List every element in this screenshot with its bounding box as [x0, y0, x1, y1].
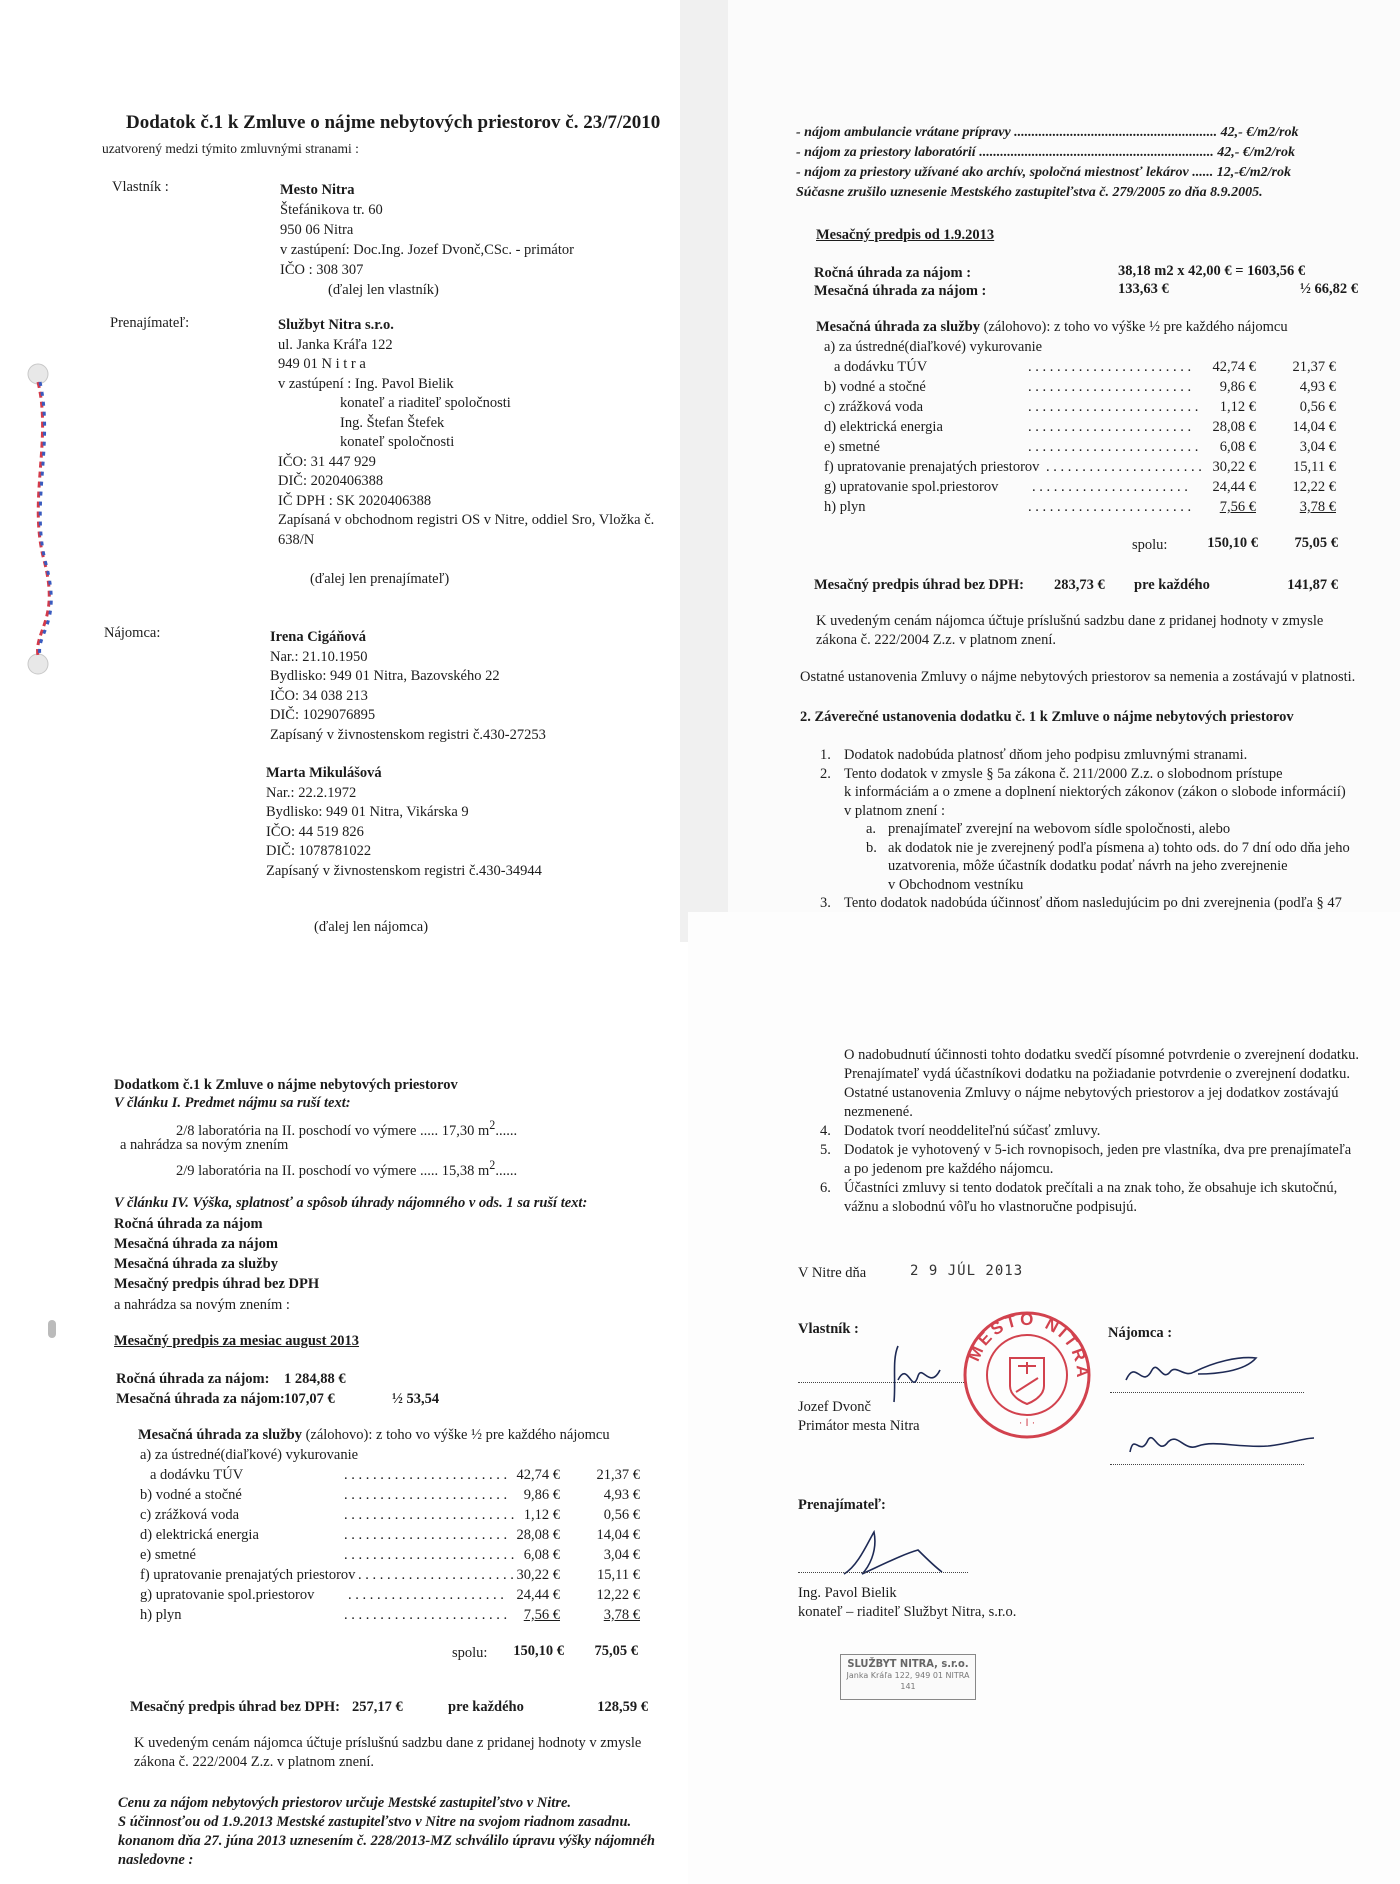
page-title: Dodatok č.1 k Zmluve o nájme nebytových priestorov č. 23/7/2010	[126, 112, 661, 133]
item-number: 2.	[820, 765, 831, 782]
service-half: 0,56 €	[1299, 399, 1336, 415]
vlastnik-role: Primátor mesta Nitra	[798, 1418, 920, 1434]
service-half: 3,78 €	[1299, 499, 1336, 515]
section-heading: Mesačný predpis od 1.9.2013	[816, 227, 995, 243]
rocna-value: 1 284,88 €	[284, 1371, 346, 1387]
italic-line: S účinnosťou od 1.9.2013 Mestské zastupiteľstvo v Nitre na svojom riadnom zasadnu.	[118, 1814, 632, 1830]
old-item-text: 2/8 laboratória na II. poschodí vo výmere ..... 17,30 m	[176, 1122, 490, 1139]
prenajimatel-id: IČO: 31 447 929	[278, 453, 376, 470]
page-gutter	[680, 0, 728, 942]
services-head	[138, 1426, 610, 1444]
stamp-line: Janka Kráľa 122, 949 01 NITRA	[846, 1671, 970, 1680]
service-value: 9,86 €	[523, 1487, 560, 1503]
service-label: h) plyn	[140, 1607, 182, 1623]
item-number: a.	[866, 821, 877, 837]
item-line: uzatvorenia, môže účastník dodatku podať návrh na jeho zverejnenie	[888, 858, 1288, 874]
italic-notes	[118, 1794, 655, 1870]
new-item-text: 2/9 laboratória na II. poschodí vo výmere ..... 15,38 m	[176, 1162, 490, 1179]
page-2-rent-schedule	[728, 0, 1400, 912]
final-item	[820, 765, 1380, 821]
service-half: 4,93 €	[1299, 379, 1336, 395]
spolu-value: 150,10 €	[513, 1643, 564, 1659]
service-label: c) zrážková voda	[140, 1507, 240, 1523]
najomca1-line: DIČ: 1029076895	[270, 707, 376, 723]
service-label: b) vodné a stočné	[140, 1487, 242, 1503]
service-label: c) zrážková voda	[824, 399, 924, 415]
service-value: 42,74 €	[516, 1467, 560, 1483]
sup-2: 2	[489, 1118, 496, 1132]
najomca1-line: Bydlisko: 949 01 Nitra, Bazovského 22	[270, 668, 500, 684]
vlastnik-name: Jozef Dvonč	[798, 1399, 871, 1415]
item-line: k informáciám a o zmene a doplnení niektorých zákonov (zákon o slobode informácií)	[844, 784, 1346, 800]
rocna-label: Ročná úhrada za nájom:	[116, 1371, 270, 1387]
bold-list-item: Ročná úhrada za nájom	[114, 1216, 263, 1232]
services-head	[816, 318, 1288, 336]
service-value: 28,08 €	[1212, 419, 1256, 435]
vat-line: zákona č. 222/2004 Z.z. v platnom znení.	[816, 632, 1056, 648]
bold-list-item: Mesačný predpis úhrad bez DPH	[114, 1276, 320, 1292]
service-label: b) vodné a stočné	[824, 379, 926, 395]
service-dots: . . . . . . . . . . . . . . . . . . . . . . .	[1028, 499, 1192, 515]
stamp-line: SLUŽBYT NITRA, s.r.o.	[847, 1657, 969, 1670]
replace1: a nahrádza sa novým znením	[120, 1137, 289, 1153]
page-subtitle: uzatvorený medzi týmito zmluvnými stranami :	[102, 141, 359, 156]
najomca-label: Nájomca:	[104, 625, 161, 641]
rocna-value: 38,18 m2 x 42,00 € = 1603,56 €	[1118, 263, 1306, 279]
prenajimatel-id: IČ DPH : SK 2020406388	[278, 492, 432, 509]
mesacna-value: 133,63 €	[1118, 281, 1169, 297]
rate-label: - nájom za priestory užívané ako archív, spoločná miestnosť lekárov	[796, 165, 1189, 180]
service-value: 7,56 €	[1219, 499, 1256, 515]
service-label: f) upratovanie prenajatých priestorov	[140, 1567, 356, 1583]
signature-najomca-icon	[1118, 1352, 1318, 1482]
service-label: g) upratovanie spol.priestorov	[824, 479, 999, 495]
vlastnik-line: Štefánikova tr. 60	[280, 202, 383, 218]
prenajimatel-id: Zapísaná v obchodnom registri OS v Nitre, oddiel Sro, Vložka č.	[278, 512, 655, 528]
prenajimatel-indent: konateľ a riaditeľ spoločnosti	[340, 395, 511, 411]
company-stamp	[840, 1654, 976, 1700]
services-head-rest: (zálohovo): z toho vo výške ½ pre každého nájomcu	[979, 319, 1288, 335]
italic-line: konanom dňa 27. júna 2013 uznesením č. 228/2013-MZ schválilo úpravu výšky nájomnéh	[118, 1833, 655, 1849]
vat-note	[816, 612, 1323, 650]
services-head-bold: Mesačná úhrada za služby	[816, 319, 980, 335]
item-line: vážnu a slobodnú vôľu ho vlastnoručne podpisujú.	[844, 1199, 1138, 1215]
service-dots: . . . . . . . . . . . . . . . . . . . . . . .	[1028, 359, 1192, 375]
service-dots: . . . . . . . . . . . . . . . . . . . . . . . .	[1028, 439, 1199, 455]
service-half: 15,11 €	[1293, 459, 1336, 475]
service-half: 4,93 €	[603, 1487, 640, 1503]
item-line: prenajímateľ zverejní na webovom sídle spoločnosti, alebo	[888, 821, 1231, 837]
najomca-alias: (ďalej len nájomca)	[314, 919, 429, 935]
final-subitem	[820, 820, 1380, 839]
service-value: 24,44 €	[516, 1587, 560, 1603]
service-value: 30,22 €	[1212, 459, 1256, 475]
service-label: f) upratovanie prenajatých priestorov	[824, 459, 1040, 475]
bold-list-item: Mesačná úhrada za nájom	[114, 1236, 278, 1252]
place: V Nitre dňa	[798, 1265, 867, 1281]
service-label: d) elektrická energia	[824, 419, 943, 435]
italic-line: Cenu za nájom nebytových priestorov určuje Mestské zastupiteľstvo v Nitre.	[118, 1795, 572, 1811]
najomca1-line: Zapísaný v živnostenskom registri č.430-27253	[270, 726, 546, 743]
item-line: Tento dodatok nadobúda účinnosť dňom nasledujúcim po dni zverejnenia (podľa § 47	[844, 895, 1342, 911]
item-number: 3.	[820, 895, 831, 911]
service-dots: . . . . . . . . . . . . . . . . . . . . . . .	[1028, 379, 1192, 395]
prenajimatel-block	[278, 316, 654, 550]
vlastnik-label: Vlastník :	[798, 1321, 859, 1337]
najomca2-line: Zapísaný v živnostenskom registri č.430-34944	[266, 862, 542, 879]
najomca1-line: IČO: 34 038 213	[270, 687, 368, 704]
vlastnik-sign	[798, 1398, 920, 1436]
vat-line: K uvedeným cenám nájomca účtuje príslušnú sadzbu dane z pridanej hodnoty v zmysle	[816, 613, 1324, 629]
service-half: 3,78 €	[603, 1607, 640, 1623]
service-dots: . . . . . . . . . . . . . . . . . . . . . . .	[344, 1607, 508, 1623]
najomca2-line: IČO: 44 519 826	[266, 823, 364, 840]
rate-dots: ......	[1192, 165, 1214, 180]
service-dots: . . . . . . . . . . . . . . . . . . . . . . . .	[344, 1507, 515, 1523]
service-label: e) smetné	[140, 1547, 196, 1563]
service-dots: . . . . . . . . . . . . . . . . . . . . . .	[1046, 459, 1202, 475]
prenajimatel-label: Prenajímateľ:	[110, 315, 190, 331]
prenajimatel-indent: konateľ spoločnosti	[340, 434, 455, 450]
spolu-half: 75,05 €	[1294, 535, 1338, 551]
replace2: a nahrádza sa novým znením :	[114, 1297, 290, 1313]
najomca2-line: DIČ: 1078781022	[266, 843, 372, 859]
prenajimatel-indent: Ing. Štefan Štefek	[340, 414, 445, 431]
mesacna-value: 107,07 €	[284, 1391, 335, 1407]
najomca1-block	[270, 628, 546, 745]
vat-line: K uvedeným cenám nájomca účtuje príslušnú sadzbu dane z pridanej hodnoty v zmysle	[134, 1735, 642, 1751]
prenajimatel-id: DIČ: 2020406388	[278, 473, 384, 489]
section-heading: Mesačný predpis za mesiac august 2013	[114, 1333, 360, 1349]
service-dots: . . . . . . . . . . . . . . . . . . . . . . .	[344, 1487, 508, 1503]
item	[820, 1122, 1351, 1141]
service-half: 3,04 €	[603, 1547, 640, 1563]
prenajimatel-id: 638/N	[278, 531, 315, 548]
svg-text:MESTO NITRA	[964, 1310, 1092, 1381]
predpis-label: Mesačný predpis úhrad bez DPH:	[814, 577, 1024, 593]
final-heading: 2. Záverečné ustanovenia dodatku č. 1 k Zmluve o nájme nebytových priestorov	[800, 709, 1294, 725]
final-item	[820, 746, 1380, 765]
najomca2-line: Marta Mikulášová	[266, 765, 382, 781]
item-number: b.	[866, 839, 877, 856]
items-list	[820, 1122, 1351, 1217]
service-half: 21,37 €	[1292, 359, 1336, 375]
service-value: 6,08 €	[523, 1547, 560, 1563]
item	[820, 1141, 1351, 1179]
prenajimatel-line: ul. Janka Kráľa 122	[278, 336, 393, 353]
top-line: Ostatné ustanovenia Zmluvy o nájme nebytových priestorov a jej dodatkov zostávajú	[844, 1085, 1339, 1101]
item-number: 5.	[820, 1142, 831, 1158]
page-4-signatures	[688, 912, 1400, 1884]
service-value: 28,08 €	[516, 1527, 560, 1543]
vlastnik-line: Mesto Nitra	[280, 182, 355, 198]
signature-line	[1110, 1464, 1304, 1465]
service-dots: . . . . . . . . . . . . . . . . . . . . . .	[348, 1587, 504, 1603]
services-head-rest: (zálohovo): z toho vo výške ½ pre každého nájomcu	[301, 1427, 610, 1443]
item-line: Tento dodatok v zmysle § 5a zákona č. 211/2000 Z.z. o slobodnom prístupe	[844, 765, 1283, 782]
spolu-half: 75,05 €	[594, 1643, 638, 1659]
spolu-label: spolu:	[452, 1645, 488, 1661]
service-label: e) smetné	[824, 439, 880, 455]
rate-dots: ...................................................................	[979, 145, 1214, 160]
item-line: Dodatok tvorí neoddeliteľnú súčasť zmluvy.	[844, 1123, 1101, 1139]
predpis-each: pre každého	[448, 1699, 524, 1715]
top-line: Prenajímateľ vydá účastníkovi dodatku na požiadanie potvrdenie o zverejnení dodatku.	[844, 1066, 1350, 1082]
mesacna-half: ½ 53,54	[392, 1391, 440, 1407]
service-dots: . . . . . . . . . . . . . . . . . . . . . . . .	[1028, 399, 1199, 415]
service-dots: . . . . . . . . . . . . . . . . . . . . . .	[358, 1567, 514, 1583]
mesacna-label: Mesačná úhrada za nájom:	[116, 1391, 285, 1407]
service-label: a dodávku TÚV	[834, 359, 928, 375]
top-lines	[844, 1046, 1359, 1122]
bold-list-item: Mesačná úhrada za služby	[114, 1256, 278, 1272]
page-1-parties	[0, 0, 680, 942]
item-line: v Obchodnom vestníku	[888, 876, 1024, 893]
amendment-head: Dodatkom č.1 k Zmluve o nájme nebytových priestorov	[114, 1077, 458, 1093]
tail-dots: ......	[495, 1122, 518, 1139]
rate-value: 12,-€/m2/rok	[1216, 165, 1291, 180]
final-list	[820, 746, 1380, 931]
vat-note	[134, 1734, 641, 1772]
signature-line	[798, 1572, 968, 1573]
mesacna-label: Mesačná úhrada za nájom :	[814, 283, 987, 299]
prenajimatel-line: 949 01 N i t r a	[278, 356, 366, 372]
rate-label: - nájom za priestory laboratórií	[796, 145, 976, 160]
service-dots: . . . . . . . . . . . . . . . . . . . . . . .	[344, 1467, 508, 1483]
service-half: 14,04 €	[1292, 419, 1336, 435]
vlastnik-line: 950 06 Nitra	[280, 222, 354, 238]
services-head-bold: Mesačná úhrada za služby	[138, 1427, 302, 1443]
service-half: 12,22 €	[596, 1587, 640, 1603]
service-label: h) plyn	[824, 499, 866, 515]
predpis-value: 257,17 €	[352, 1699, 403, 1715]
final-subitem	[820, 839, 1380, 895]
tail-dots: ......	[495, 1162, 518, 1179]
seal-mesto-nitra-icon	[960, 1308, 1094, 1442]
stamp-line: 141	[900, 1682, 916, 1691]
signature-line	[1110, 1392, 1304, 1393]
service-label: a dodávku TÚV	[150, 1467, 244, 1483]
item-number: 4.	[820, 1123, 831, 1139]
service-dots: . . . . . . . . . . . . . . . . . . . . . . . .	[344, 1547, 515, 1563]
sup-2: 2	[489, 1158, 496, 1172]
najomca1-line: Irena Cigáňová	[270, 629, 367, 645]
item-line: Dodatok nadobúda platnosť dňom jeho podpisu zmluvnými stranami.	[844, 747, 1248, 763]
prenajimatel-alias: (ďalej len prenajímateľ)	[310, 571, 450, 587]
bold-list	[114, 1214, 319, 1294]
service-value: 9,86 €	[1219, 379, 1256, 395]
service-value: 1,12 €	[1219, 399, 1256, 415]
spolu-label: spolu:	[1132, 537, 1168, 553]
service-dots: . . . . . . . . . . . . . . . . . . . . . .	[1032, 479, 1188, 495]
service-label: g) upratovanie spol.priestorov	[140, 1587, 315, 1603]
prenajimatel-sign	[798, 1584, 1016, 1622]
service-dots: . . . . . . . . . . . . . . . . . . . . . . .	[344, 1527, 508, 1543]
date-stamp: 2 9 JÚL 2013	[910, 1263, 1024, 1279]
service-dots: . . . . . . . . . . . . . . . . . . . . . . .	[1028, 419, 1192, 435]
najomca1-line: Nar.: 21.10.1950	[270, 648, 368, 665]
service-value: 6,08 €	[1219, 439, 1256, 455]
prenajimatel-line: v zastúpení : Ing. Pavol Bielik	[278, 375, 454, 392]
top-line: nezmenené.	[844, 1104, 913, 1120]
vat-line: zákona č. 222/2004 Z.z. v platnom znení.	[134, 1754, 374, 1770]
service-half: 15,11 €	[597, 1567, 640, 1583]
other-note: Ostatné ustanovenia Zmluvy o nájme nebytových priestorov sa nemenia a zostávajú v platnosti.	[800, 669, 1356, 685]
predpis-half: 128,59 €	[597, 1699, 648, 1715]
punch-hole-icon	[48, 1320, 56, 1338]
new-item	[176, 1156, 517, 1180]
service-value: 30,22 €	[516, 1567, 560, 1583]
item-line: Dodatok je vyhotovený v 5-ich rovnopisoch, jeden pre vlastníka, dva pre prenajímateľa	[844, 1142, 1352, 1158]
page-3-amendment	[52, 942, 688, 1884]
service-half: 12,22 €	[1292, 479, 1336, 495]
spolu-value: 150,10 €	[1207, 535, 1258, 551]
rate-dots: ..........................................................	[1014, 125, 1218, 140]
signature-bielik-icon	[838, 1522, 948, 1582]
predpis-value: 283,73 €	[1054, 577, 1105, 593]
item	[820, 1179, 1351, 1217]
predpis-each: pre každého	[1134, 577, 1210, 593]
najomca2-line: Bydlisko: 949 01 Nitra, Vikárska 9	[266, 804, 469, 820]
predpis-label: Mesačný predpis úhrad bez DPH:	[130, 1699, 340, 1715]
vlastnik-label: Vlastník :	[112, 179, 169, 195]
vlastnik-line: v zastúpení: Doc.Ing. Jozef Dvonč,CSc. - primátor	[280, 242, 574, 258]
service-value: 7,56 €	[523, 1607, 560, 1623]
prenajimatel-line: Službyt Nitra s.r.o.	[278, 317, 394, 333]
clanok4: V článku IV. Výška, splatnosť a spôsob úhrady nájomného v ods. 1 sa ruší text:	[114, 1195, 588, 1211]
item-line: a po jedenom pre každého nájomcu.	[844, 1161, 1054, 1177]
vlastnik-line: IČO : 308 307	[280, 262, 364, 278]
rate-row	[796, 124, 1298, 142]
najomca2-line: Nar.: 22.2.1972	[266, 784, 357, 801]
rocna-label: Ročná úhrada za nájom :	[814, 265, 972, 281]
service-half: 21,37 €	[596, 1467, 640, 1483]
rate-row	[796, 144, 1295, 162]
prenajimatel-role: konateľ – riaditeľ Službyt Nitra, s.r.o.	[798, 1604, 1017, 1620]
service-value: 42,74 €	[1212, 359, 1256, 375]
service-half: 3,04 €	[1299, 439, 1336, 455]
rate-row	[796, 164, 1291, 182]
italic-line: nasledovne :	[118, 1852, 194, 1868]
clanok1: V článku I. Predmet nájmu sa ruší text:	[114, 1095, 351, 1111]
najomca-label: Nájomca :	[1108, 1325, 1173, 1341]
prenajimatel-name: Ing. Pavol Bielik	[798, 1585, 897, 1601]
rate-value: 42,- €/m2/rok	[1217, 145, 1295, 160]
item-line: ak dodatok nie je zverejnený podľa písmena a) tohto ods. do 7 dní odo dňa jeho	[888, 839, 1350, 856]
service-value: 24,44 €	[1212, 479, 1256, 495]
prenajimatel-label: Prenajímateľ:	[798, 1497, 886, 1513]
service-label: a) za ústredné(diaľkové) vykurovanie	[824, 339, 1043, 355]
service-half: 14,04 €	[596, 1527, 640, 1543]
rate-label: - nájom ambulancie vrátane prípravy	[796, 125, 1011, 140]
service-half: 0,56 €	[603, 1507, 640, 1523]
najomca2-block	[266, 764, 542, 881]
seal-text: MESTO NITRA	[964, 1309, 1093, 1381]
item-number: 6.	[820, 1180, 831, 1196]
predpis-half: 141,87 €	[1287, 577, 1338, 593]
seal-bottom: · I ·	[1018, 1417, 1036, 1429]
service-label: a) za ústredné(diaľkové) vykurovanie	[140, 1447, 359, 1463]
vlastnik-block	[280, 180, 574, 300]
service-value: 1,12 €	[523, 1507, 560, 1523]
item-number: 1.	[820, 747, 831, 763]
item-line: Účastníci zmluvy si tento dodatok prečítali a na znak toho, že obsahuje ich skutočnú,	[844, 1180, 1338, 1196]
item-line: v platnom znení :	[844, 802, 946, 819]
vlastnik-alias: (ďalej len vlastník)	[328, 282, 439, 298]
service-label: d) elektrická energia	[140, 1527, 259, 1543]
top-line: O nadobudnutí účinnosti tohto dodatku svedčí písomné potvrdenie o zverejnení dodatku.	[844, 1047, 1360, 1063]
binding-string-icon	[24, 360, 64, 680]
rate-value: 42,- €/m2/rok	[1220, 125, 1299, 140]
mesacna-half: ½ 66,82 €	[1300, 281, 1358, 297]
cancel-note: Súčasne zrušilo uznesenie Mestského zastupiteľstva č. 279/2005 zo dňa 8.9.2005.	[796, 185, 1263, 200]
